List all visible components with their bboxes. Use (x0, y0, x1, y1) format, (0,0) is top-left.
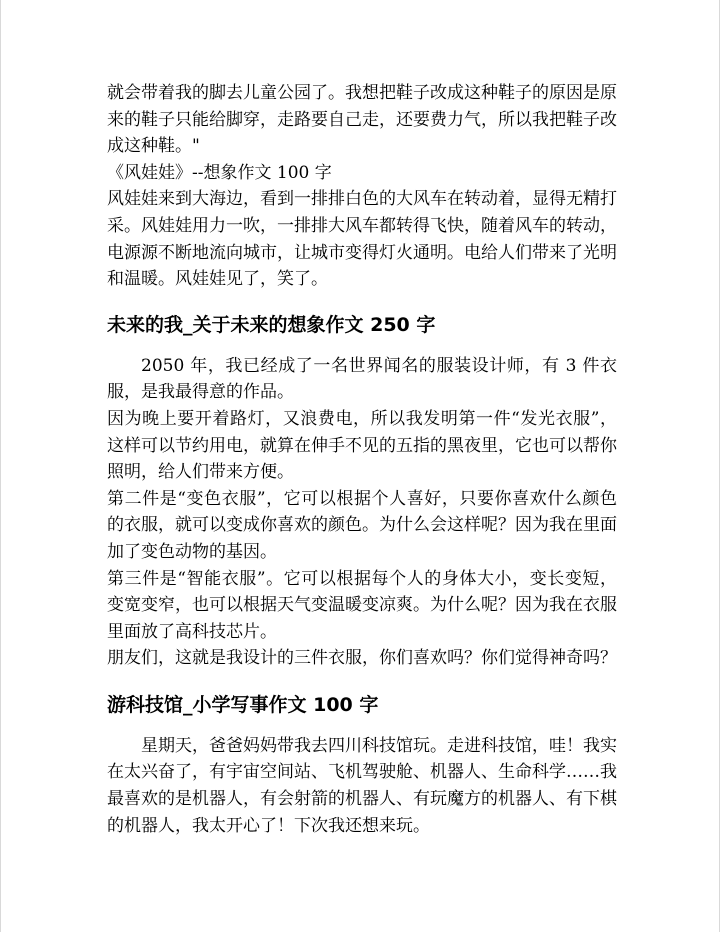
section-heading-future-me: 未来的我_关于未来的想象作文 250 字 (107, 313, 436, 336)
paragraph-smart-clothes: 第三件是“智能衣服”。它可以根据每个人的身体大小，变长变短，变宽变窄，也可以根据天气变温暖变凉爽。为什么呢？因为我在衣服里面放了高科技芯片。 (107, 568, 617, 642)
paragraph-glowing-clothes: 因为晚上要开着路灯，又浪费电，所以我发明第一件“发光衣服”，这样可以节约用电，就算在伸手不见的五指的黑夜里，它也可以帮你照明，给人们带来方便。 (107, 408, 617, 483)
paragraph-closing-question: 朋友们，这就是我设计的三件衣服，你们喜欢吗？你们觉得神奇吗？ (107, 648, 617, 669)
paragraph-color-changing-clothes: 第二件是“变色衣服”，它可以根据个人喜好，只要你喜欢什么颜色的衣服，就可以变成你喜欢的颜色。为什么会这样呢？因为我在里面加了变色动物的基因。 (107, 488, 617, 562)
paragraph-shoes-ending: 就会带着我的脚去儿童公园了。我想把鞋子改成这种鞋子的原因是原来的鞋子只能给脚穿，走路要自己走，还要费力气，所以我把鞋子改成这种鞋。" (107, 83, 617, 157)
paragraph-science-museum: 星期天，爸爸妈妈带我去四川科技馆玩。走进科技馆，哇！我实在太兴奋了，有宇宙空间站、飞机驾驶舱、机器人、生命科学……我最喜欢的是机器人，有会射箭的机器人、有玩魔方的机器人、有下棋的机器人，我太开心了！下次我还想来玩。 (107, 735, 617, 836)
section-heading-science-museum: 游科技馆_小学写事作文 100 字 (107, 693, 379, 716)
paragraph-designer-intro: 2050 年，我已经成了一名世界闻名的服装设计师，有 3 件衣服，是我最得意的作品。 (107, 355, 617, 403)
paragraph-wind-doll: 风娃娃来到大海边，看到一排排白色的大风车在转动着，显得无精打采。风娃娃用力一吹，一排排大风车都转得飞快，随着风车的转动，电源源不断地流向城市，让城市变得灯火通明。电给人们带来了光明和温暖。风娃娃见了，笑了。 (107, 189, 617, 290)
document-body (107, 80, 617, 839)
essay-title-wind-doll: 《风娃娃》--想象作文 100 字 (107, 162, 332, 183)
